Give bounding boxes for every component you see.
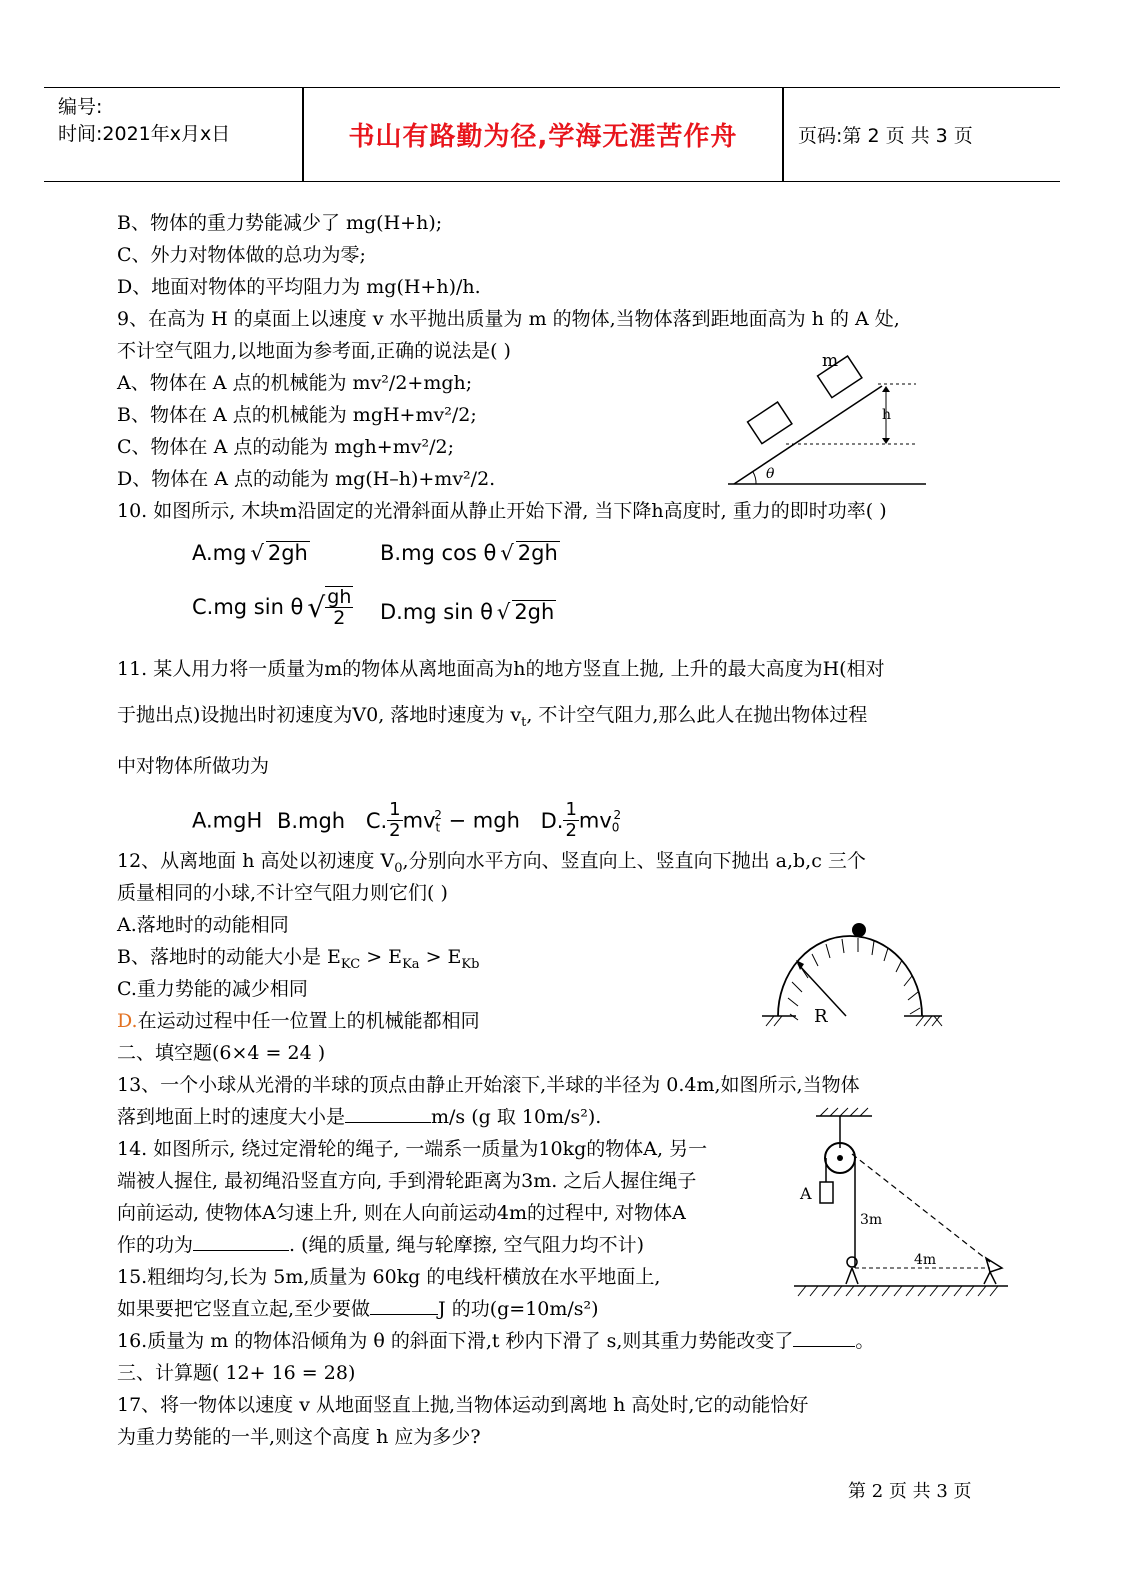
q12-option-d: D.在运动过程中任一位置上的机械能都相同 (117, 1010, 480, 1032)
q16-stem: 16.质量为 m 的物体沿倾角为 θ 的斜面下滑,t 秒内下滑了 s,则其重力势能改变了 。 (117, 1330, 875, 1352)
q12-option-b: B、落地时的动能大小是 $E_{KC} > E_{Ka} > E_{Kb}$ (117, 946, 480, 972)
pulley-vertical-label: 3m (860, 1212, 883, 1228)
q9-stem-2: 不计空气阻力,以地面为参考面,正确的说法是( ) (117, 340, 511, 362)
q14-stem: 14. 如图所示, 绕过定滑轮的绳子, 一端系一质量为10kg的物体A, 另一 (117, 1138, 708, 1160)
q13-stem-2: 落到地面上时的速度大小是 m/s (g 取 10m/s²). (117, 1106, 602, 1128)
section-2-title: 二、填空题(6×4 = 24 ) (117, 1042, 326, 1064)
page-footer: 第 2 页 共 3 页 (848, 1481, 972, 1502)
section-3-title: 三、计算题( 12+ 16 = 28) (117, 1362, 356, 1384)
q12-option-a: A.落地时的动能相同 (117, 914, 289, 936)
q9-stem: 9、在高为 H 的桌面上以速度 v 水平抛出质量为 m 的物体,当物体落到距地面高为 h 的 A 处, (117, 308, 900, 330)
hemisphere-radius-label: R (814, 1006, 828, 1027)
hemisphere-figure (756, 920, 946, 1036)
q14-answer-blank[interactable] (193, 1232, 289, 1251)
q12-stem-2: 质量相同的小球,不计空气阻力则它们( ) (117, 882, 448, 904)
number-label: 编号: (58, 96, 103, 118)
q12-stem: 12、从离地面 h 高处以初速度 $V_0$,分别向水平方向、竖直向上、竖直向下抛出 a,b,c 三个 (117, 850, 866, 876)
q13-answer-blank[interactable] (345, 1104, 431, 1123)
q9-option-b: B、物体在 A 点的机械能为 mgH+mv²/2; (117, 404, 477, 426)
incline-height-label: h (882, 407, 892, 423)
q17-stem-2: 为重力势能的一半,则这个高度 h 应为多少? (117, 1426, 481, 1448)
q10-option-a: A.mg √ 2gh (192, 541, 308, 565)
q14-stem-3: 向前运动, 使物体A匀速上升, 则在人向前运动4m的过程中, 对物体A (117, 1202, 686, 1224)
q8-option-d: D、地面对物体的平均阻力为 mg(H+h)/h. (117, 276, 481, 298)
q11-stem-2: 于抛出点)设抛出时初速度为V0, 落地时速度为 $v_t$, 不计空气阻力,那么此人在抛出物体过程 (117, 704, 868, 730)
q14-stem-2: 端被人握住, 最初绳沿竖直方向, 手到滑轮距离为3m. 之后人握住绳子 (117, 1170, 697, 1192)
q15-stem: 15.粗细均匀,长为 5m,质量为 60kg 的电线杆横放在水平地面上, (117, 1266, 661, 1288)
incline-mass-label: m (822, 351, 839, 371)
q11-stem-3: 中对物体所做功为 (117, 755, 270, 777)
q9-option-d: D、物体在 A 点的动能为 mg(H–h)+mv²/2. (117, 468, 496, 490)
q12-option-c: C.重力势能的减少相同 (117, 978, 308, 1000)
q8-option-c: C、外力对物体做的总功为零; (117, 244, 366, 266)
q9-option-c: C、物体在 A 点的动能为 mgh+mv²/2; (117, 436, 454, 458)
page-header (44, 87, 1060, 182)
pulley-body-label: A (800, 1184, 812, 1203)
q17-stem: 17、将一物体以速度 v 从地面竖直上抛,当物体运动到离地 h 高处时,它的动能恰好 (117, 1394, 809, 1416)
incline-figure (726, 346, 926, 488)
pulley-figure (790, 1106, 1012, 1304)
q10-option-c: C.mg sin θ √ $\frac{gh}{2}$ (192, 586, 352, 629)
q13-stem: 13、一个小球从光滑的半球的顶点由静止开始滚下,半球的半径为 0.4m,如图所示,当物体 (117, 1074, 860, 1096)
q15-stem-2: 如果要把它竖直立起,至少要做 J 的功(g=10m/s²) (117, 1298, 599, 1320)
q9-option-a: A、物体在 A 点的机械能为 mv²/2+mgh; (117, 372, 473, 394)
q16-answer-blank[interactable] (793, 1328, 855, 1347)
incline-angle-label: θ (766, 466, 775, 482)
q14-stem-4: 作的功为 . (绳的质量, 绳与轮摩擦, 空气阻力均不计) (117, 1234, 645, 1256)
pulley-horizontal-label: 4m (914, 1252, 937, 1268)
header-divider (782, 88, 784, 181)
header-meta (58, 94, 230, 148)
time-label: 时间:2021年x月x日 (58, 123, 231, 145)
q8-option-b: B、物体的重力势能减少了 mg(H+h); (117, 212, 443, 234)
q15-answer-blank[interactable] (370, 1296, 438, 1315)
q10-option-d: D.mg sin θ √ 2gh (380, 600, 555, 624)
q11-stem: 11. 某人用力将一质量为m的物体从离地面高为h的地方竖直上抛, 上升的最大高度为H(相对 (117, 658, 885, 680)
q10-option-b: B.mg cos θ √ 2gh (380, 541, 558, 565)
q11-options: A.mgH B.mgh C. $\frac{1}{2}$ $mv_t^2$ − mgh D. $\frac{1}{2}$ $mv_0^2$ (192, 799, 622, 841)
q10-stem: 10. 如图所示, 木块m沿固定的光滑斜面从静止开始下滑, 当下降h高度时, 重力的即时功率( ) (117, 500, 887, 522)
page-code: 页码:第 2 页 共 3 页 (798, 125, 973, 147)
motto: 书山有路勤为径,学海无涯苦作舟 (348, 122, 738, 152)
